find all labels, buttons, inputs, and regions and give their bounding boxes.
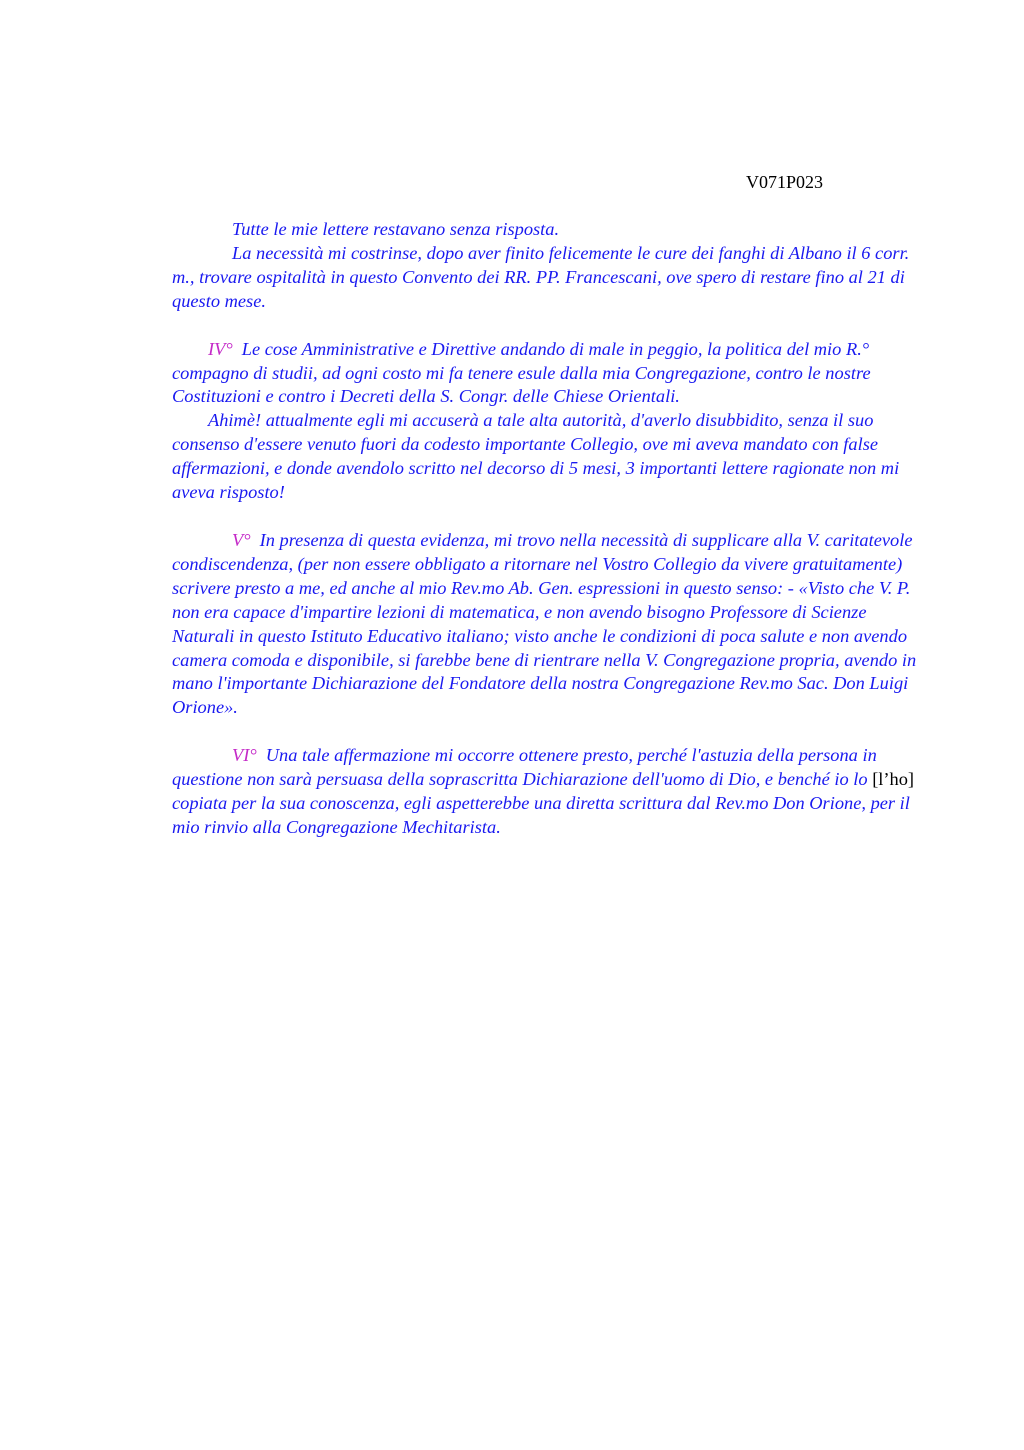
page-identifier: V071P023	[746, 172, 824, 192]
paragraph-spacer	[172, 314, 924, 338]
editorial-insert: [l’ho]	[872, 769, 915, 790]
intro-paragraph: La necessità mi costrinse, dopo aver finito felicemente le cure dei fanghi di Albano il 6 corr. m., trovare ospitalità in questo Convento dei RR. PP. Francescani, ove spero di restare fino al 21 di questo mese.	[172, 242, 910, 311]
section-vi-numeral: VI°	[232, 745, 257, 766]
section-v-paragraph	[172, 529, 924, 720]
section-vi-text-after: copiata per la sua conoscenza, egli aspetterebbe una diretta scrittura dal Rev.mo Don Orione, per il mio rinvio alla Congregazione Mechitarista.	[172, 793, 910, 837]
section-iv-paragraph	[172, 338, 924, 410]
section-iv-text: Le cose Amministrative e Direttive andando di male in peggio, la politica del mio R.° compagno di studii, ad ogni costo mi fa tenere esule dalla mia Congregazione, contro le nostre Costituzioni e contro i Decreti della S. Congr. delle Chiese Orientali.	[172, 338, 871, 407]
letter-body	[172, 218, 924, 840]
section-v-text: In presenza di questa evidenza, mi trovo nella necessità di supplicare alla V. caritatevole condiscendenza, (per non essere obbligato a ritornare nel Vostro Collegio da vivere gratuitamente) scrivere presto a me, ed anche al mio Rev.mo Ab. Gen. espressioni in questo senso: - «Visto che V. P. non era capace d'impartire lezioni di matematica, e non avendo bisogno Professore di Scienze Naturali in questo Istituto Educativo italiano; visto anche le condizioni di poca salute e non avendo camera comoda e disponibile, si farebbe bene di rientrare nella V. Congregazione propria, avendo in mano l'importante Dichiarazione del Fondatore della nostra Congregazione Rev.mo Sac. Don Luigi Orione».	[172, 529, 917, 718]
paragraph-spacer	[172, 505, 924, 529]
section-iv-numeral: IV°	[208, 338, 233, 359]
section-v-numeral: V°	[232, 529, 251, 550]
section-vi-paragraph	[172, 744, 924, 840]
paragraph-spacer	[172, 720, 924, 744]
section-iv-continuation: Ahimè! attualmente egli mi accuserà a tale alta autorità, d'averlo disubbidito, senza il suo consenso d'essere venuto fuori da codesto importante Collegio, ove mi aveva mandato con false affermazioni, e donde avendolo scritto nel decorso di 5 mesi, 3 importanti lettere ragionate non mi aveva risposto!	[172, 410, 900, 503]
section-vi-text-before: Una tale affermazione mi occorre ottenere presto, perché l'astuzia della persona in questione non sarà persuasa della soprascritta Dichiarazione dell'uomo di Dio, e benché io lo	[172, 745, 877, 790]
intro-line: Tutte le mie lettere restavano senza risposta.	[232, 219, 560, 239]
